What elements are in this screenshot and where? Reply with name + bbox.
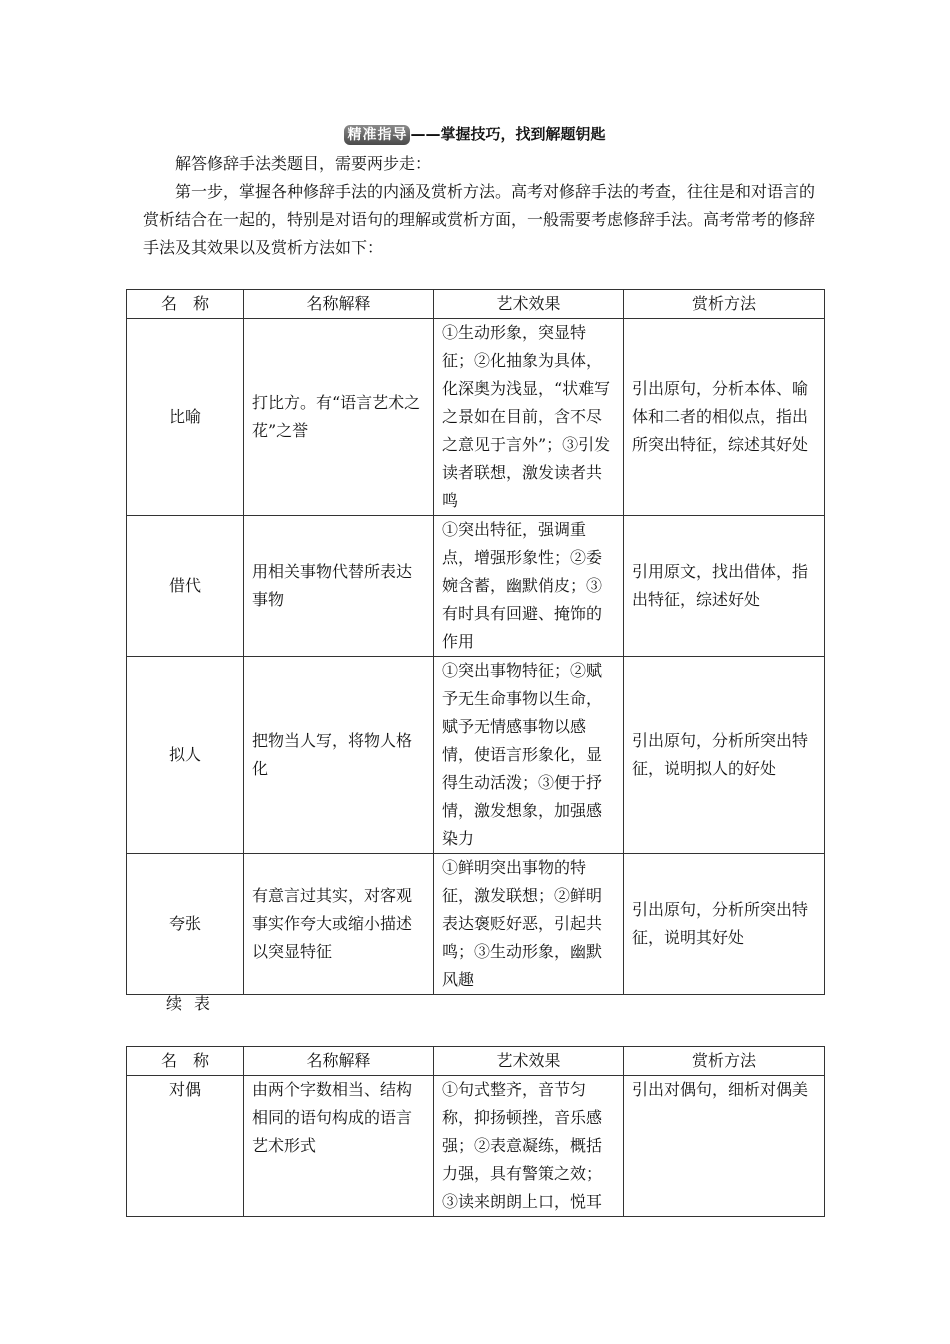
cell-name: 比喻 xyxy=(127,319,244,516)
cell-method: 引出原句，分析所突出特征，说明拟人的好处 xyxy=(624,657,825,854)
cell-method: 引用原文，找出借体，指出特征，综述好处 xyxy=(624,516,825,657)
heading-dash: —— xyxy=(410,125,441,143)
rhetoric-table-continued xyxy=(126,1046,825,1217)
header-effect: 艺术效果 xyxy=(434,290,624,319)
table-row xyxy=(127,1076,825,1217)
header-name: 名 称 xyxy=(127,1047,244,1076)
cell-effect: ①突出特征，强调重点，增强形象性；②委婉含蓄，幽默俏皮；③有时具有回避、掩饰的作用 xyxy=(434,516,624,657)
cell-explanation: 打比方。有“语言艺术之花”之誉 xyxy=(244,319,434,516)
rhetoric-table xyxy=(126,289,825,995)
table-row xyxy=(127,516,825,657)
continued-label: 续表 xyxy=(166,994,223,1013)
cell-effect: ①鲜明突出事物的特征，激发联想；②鲜明表达褒贬好恶，引起共鸣；③生动形象，幽默风趣 xyxy=(434,854,624,995)
table-header-row xyxy=(127,1047,825,1076)
heading-title: 掌握技巧，找到解题钥匙 xyxy=(440,125,606,143)
table-row xyxy=(127,319,825,516)
header-method: 赏析方法 xyxy=(624,290,825,319)
cell-name: 对偶 xyxy=(127,1076,244,1217)
header-effect: 艺术效果 xyxy=(434,1047,624,1076)
header-explanation: 名称解释 xyxy=(244,290,434,319)
cell-explanation: 把物当人写，将物人格化 xyxy=(244,657,434,854)
cell-method: 引出对偶句，细析对偶美 xyxy=(624,1076,825,1217)
cell-effect: ①生动形象，突显特征；②化抽象为具体，化深奥为浅显，“状难写之景如在目前，含不尽之意见于言外”；③引发读者联想，激发读者共鸣 xyxy=(434,319,624,516)
guide-badge: 精准指导 xyxy=(344,125,410,145)
header-explanation: 名称解释 xyxy=(244,1047,434,1076)
cell-method: 引出原句，分析所突出特征，说明其好处 xyxy=(624,854,825,995)
cell-explanation: 有意言过其实，对客观事实作夸大或缩小描述以突显特征 xyxy=(244,854,434,995)
cell-explanation: 用相关事物代替所表达事物 xyxy=(244,516,434,657)
table-row xyxy=(127,657,825,854)
intro-paragraph: 解答修辞手法类题目，需要两步走： xyxy=(175,154,432,173)
table-row xyxy=(127,854,825,995)
section-heading xyxy=(0,124,950,145)
cell-effect: ①句式整齐，音节匀称，抑扬顿挫，音乐感强；②表意凝练，概括力强，具有警策之效；③读来朗朗上口，悦耳 xyxy=(434,1076,624,1217)
header-method: 赏析方法 xyxy=(624,1047,825,1076)
cell-explanation: 由两个字数相当、结构相同的语句构成的语言艺术形式 xyxy=(244,1076,434,1217)
cell-name: 借代 xyxy=(127,516,244,657)
header-name: 名 称 xyxy=(127,290,244,319)
cell-name: 夸张 xyxy=(127,854,244,995)
cell-method: 引出原句，分析本体、喻体和二者的相似点，指出所突出特征，综述其好处 xyxy=(624,319,825,516)
step-one-paragraph: 第一步，掌握各种修辞手法的内涵及赏析方法。高考对修辞手法的考查，往往是和对语言的赏析结合在一起的，特别是对语句的理解或赏析方面，一般需要考虑修辞手法。高考常考的修辞手法及其效果以及赏析方法如下： xyxy=(143,182,816,257)
table-header-row xyxy=(127,290,825,319)
cell-effect: ①突出事物特征；②赋予无生命事物以生命，赋予无情感事物以感情，使语言形象化，显得生动活泼；③便于抒情，激发想象，加强感染力 xyxy=(434,657,624,854)
cell-name: 拟人 xyxy=(127,657,244,854)
